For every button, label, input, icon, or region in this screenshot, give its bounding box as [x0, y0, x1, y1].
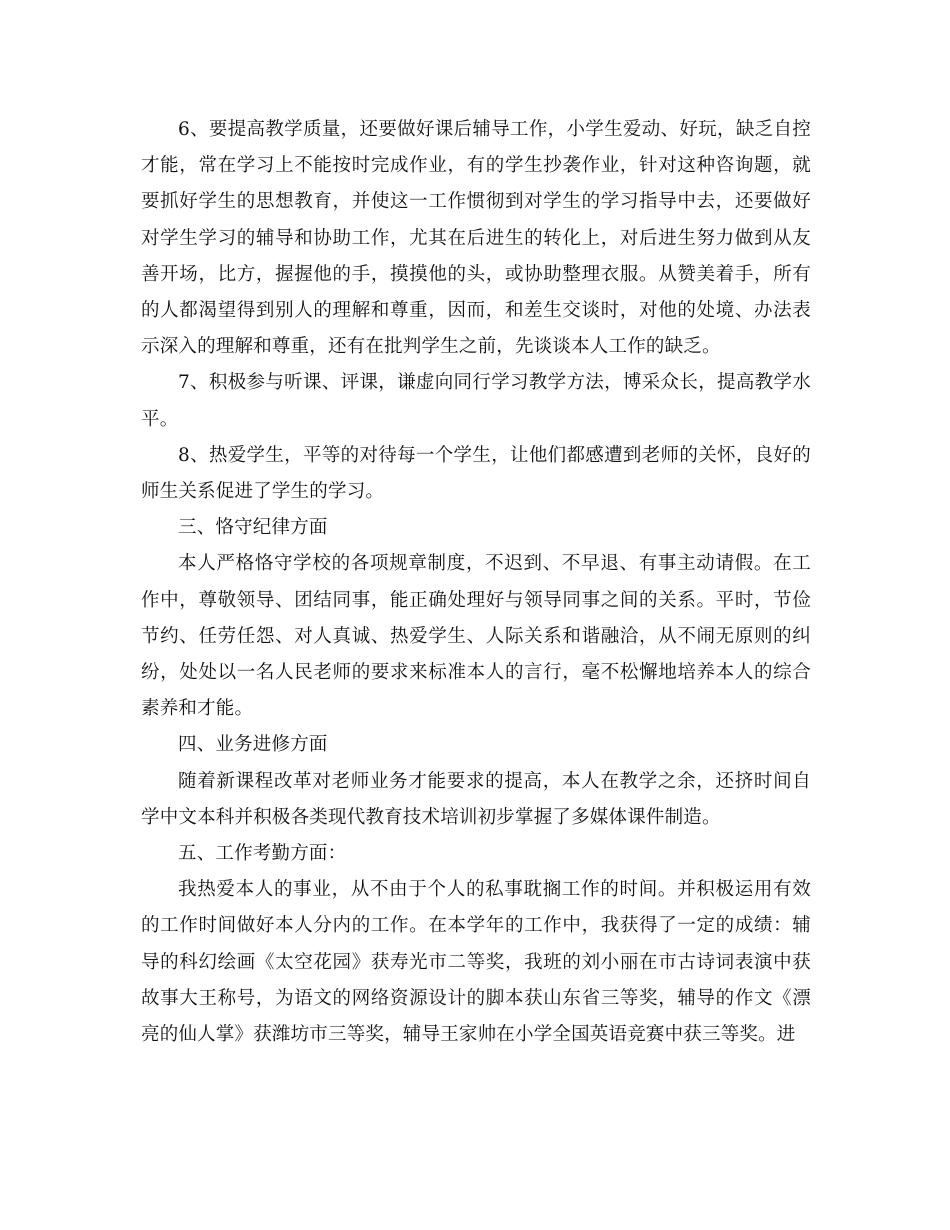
- section-heading-attendance: 五、工作考勤方面：: [178, 843, 347, 865]
- section-heading-discipline: 三、恪守纪律方面: [178, 517, 328, 539]
- document-body: [141, 112, 811, 1053]
- paragraph-item-7: 7、积极参与听课、评课，谦虚向同行学习教学方法，博采众长，提高教学水平。: [141, 372, 811, 430]
- paragraph-item-8: 8、热爱学生，平等的对待每一个学生，让他们都感遭到老师的关怀，良好的师生关系促进了学生的学习。: [141, 444, 811, 503]
- paragraph-study: 随着新课程改革对老师业务才能要求的提高，本人在教学之余，还挤时间自学中文本科并积极各类现代教育技术培训初步掌握了多媒体课件制造。: [141, 770, 811, 828]
- section-heading-study: 四、业务进修方面: [178, 734, 328, 756]
- paragraph-discipline: 本人严格恪守学校的各项规章制度，不迟到、不早退、有事主动请假。在工作中，尊敬领导、团结同事，能正确处理好与领导同事之间的关系。平时，节俭节约、任劳任怨、对人真诚、热爱学生、人际关系和谐融洽，从不闹无原则的纠纷，处处以一名人民老师的要求来标准本人的言行，毫不松懈地培养本人的综合素养和才能。: [141, 553, 811, 720]
- paragraph-item-6: 6、要提高教学质量，还要做好课后辅导工作，小学生爱动、好玩，缺乏自控才能，常在学习上不能按时完成作业，有的学生抄袭作业，针对这种咨询题，就要抓好学生的思想教育，并使这一工作惯彻到对学生的学习指导中去，还要做好对学生学习的辅导和协助工作，尤其在后进生的转化上，对后进生努力做到从友善开场，比方，握握他的手，摸摸他的头，或协助整理衣服。从赞美着手，所有的人都渴望得到别人的理解和尊重，因而，和差生交谈时，对他的处境、办法表示深入的理解和尊重，还有在批判学生之前，先谈谈本人工作的缺乏。: [141, 119, 811, 358]
- paragraph-attendance: 我热爱本人的事业，从不由于个人的私事耽搁工作的时间。并积极运用有效的工作时间做好本人分内的工作。在本学年的工作中，我获得了一定的成绩：辅导的科幻绘画《太空花园》获寿光市二等奖，我班的刘小丽在市古诗词表演中获故事大王称号，为语文的网络资源设计的脚本获山东省三等奖，辅导的作文《漂亮的仙人掌》获潍坊市三等奖，辅导王家帅在小学全国英语竞赛中获三等奖。进: [141, 879, 811, 1046]
